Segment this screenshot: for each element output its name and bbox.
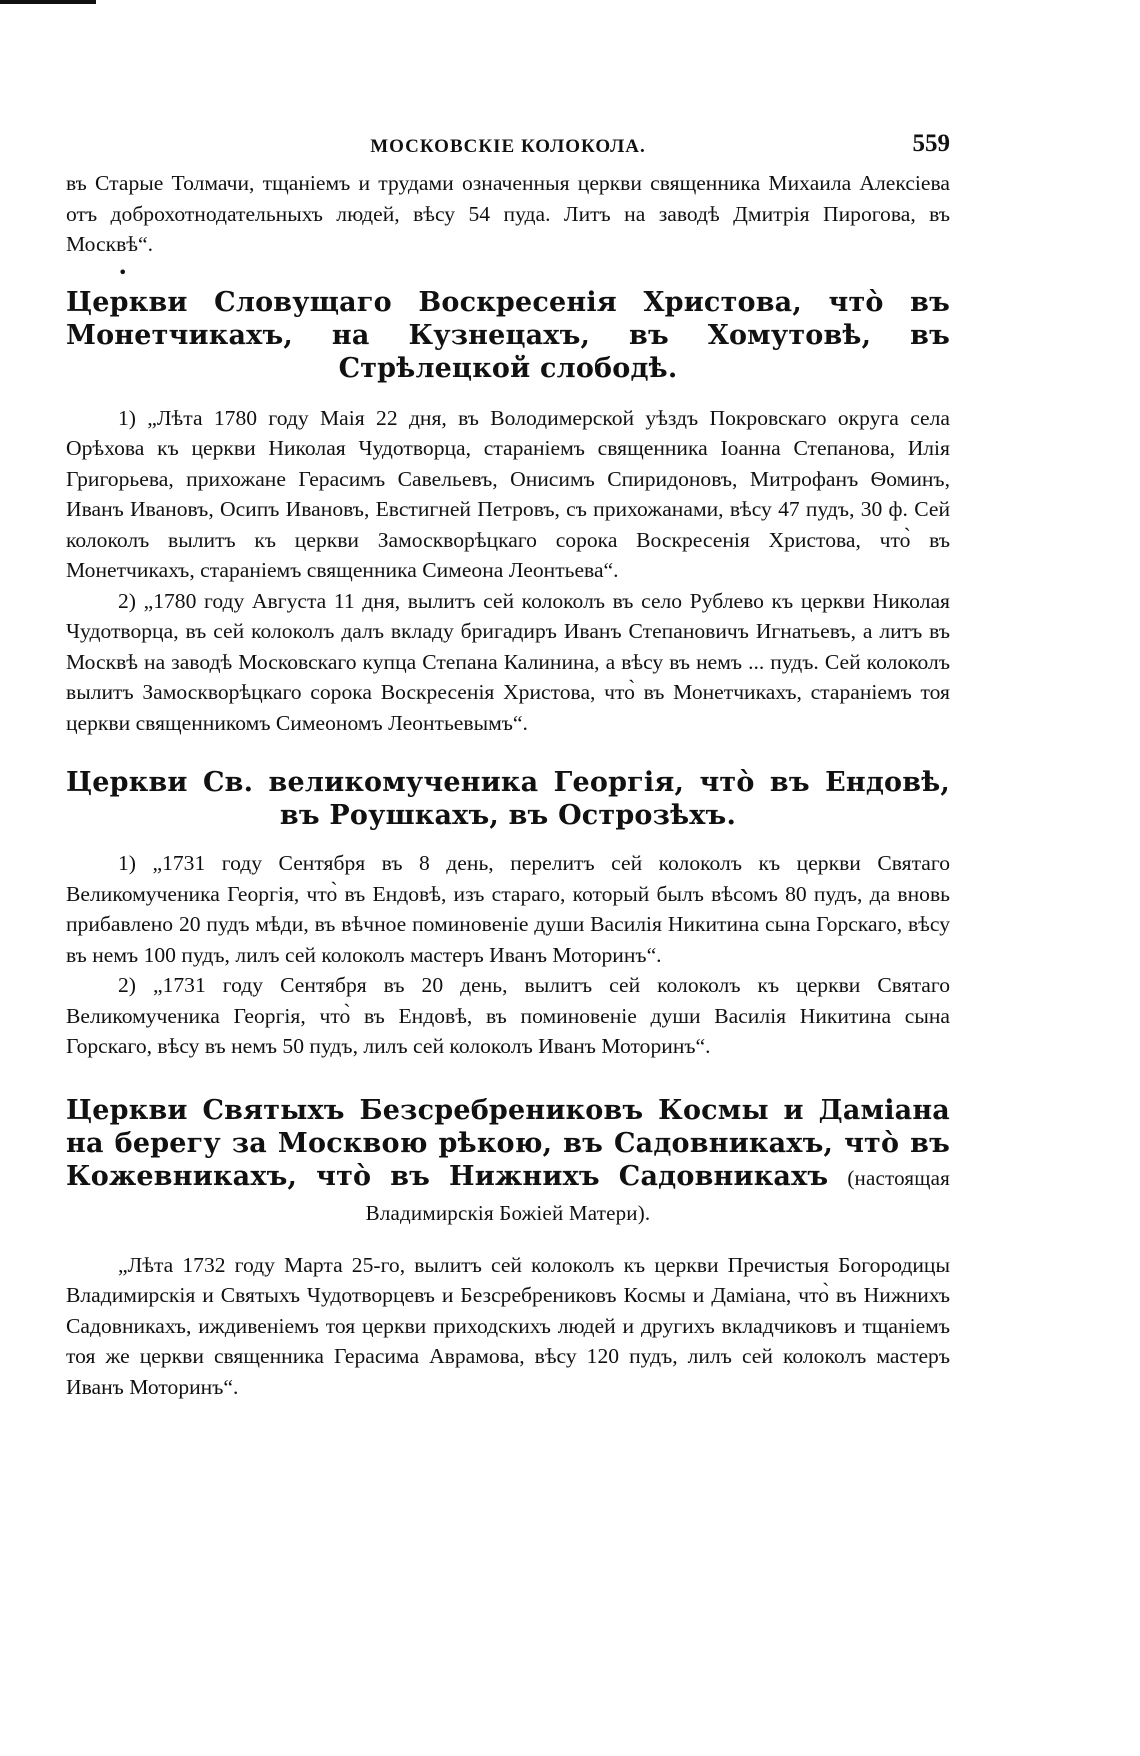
section-2-title: Церкви Св. великомученика Георгія, что̀ въ Ендовѣ, въ Роушкахъ, въ Острозѣхъ. [66, 767, 950, 831]
section-3-title-note: (настоящая Владимирскія Божіей Матери). [365, 1165, 950, 1225]
section-2-paragraph-1: 1) „1731 году Сентября въ 8 день, перелитъ сей колоколъ къ церкви Святаго Великомученика Георгія, что̀ въ Ендовѣ, изъ стараго, который былъ вѣсомъ 80 пудъ, да вновь прибавлено 20 пудъ мѣди, въ вѣчное поминовеніе души Василія Никитина сына Горскаго, вѣсу въ немъ 100 пудъ, лилъ сей колоколъ мастеръ Иванъ Моторинъ“. [66, 851, 950, 967]
stray-dot-mark: • [118, 262, 128, 282]
book-page [66, 128, 950, 1402]
section-1-paragraph-2: 2) „1780 году Августа 11 дня, вылитъ сей колоколъ въ село Рублево къ церкви Николая Чудотворца, въ сей колоколъ далъ вкладу бригадиръ Иванъ Степановичъ Игнатьевъ, а литъ въ Москвѣ на заводѣ Московскаго купца Степана Калинина, а вѣсу въ немъ ... пудъ. Сей колоколъ вылитъ Замоскворѣцкаго сорока Воскресенія Христова, что̀ въ Монетчикахъ, стараніемъ тоя церкви священникомъ Симеономъ Леонтьевымъ“. [66, 588, 950, 735]
running-header [66, 128, 950, 168]
section-2-paragraph-2: 2) „1731 году Сентября въ 20 день, вылитъ сей колоколъ къ церкви Святаго Великомученика Георгія, что̀ въ Ендовѣ, въ поминовеніе души Василія Никитина сына Горскаго, вѣсу въ немъ 50 пудъ, лилъ сей колоколъ Иванъ Моторинъ“. [66, 973, 950, 1058]
scan-artifact [0, 0, 96, 4]
section-3-title [66, 1094, 950, 1230]
section-3-title-text: Церкви Святыхъ Безсребрениковъ Космы и Даміана на берегу за Москвою рѣкою, въ Садовникахъ, что̀ въ Кожевникахъ, что̀ въ Нижнихъ Садовникахъ [66, 1094, 950, 1192]
section-1-title: Церкви Словущаго Воскресенія Христова, что̀ въ Монетчикахъ, на Кузнецахъ, въ Хомутовѣ, въ Стрѣлецкой слободѣ. [66, 286, 950, 384]
section-3-paragraph-1: „Лѣта 1732 году Марта 25-го, вылитъ сей колоколъ къ церкви Пречистыя Богородицы Владимирскія и Святыхъ Чудотворцевъ и Безсребрениковъ Космы и Даміана, что̀ въ Нижнихъ Садовникахъ, иждивеніемъ тоя церкви приходскихъ людей и другихъ вкладчиковъ и тщаніемъ тоя же церкви священника Герасима Аврамова, вѣсу 120 пудъ, лилъ сей колоколъ мастеръ Иванъ Моторинъ“. [66, 1252, 950, 1399]
section-1-paragraph-1: 1) „Лѣта 1780 году Маія 22 дня, въ Володимерской уѣздъ Покровскаго округа села Орѣхова къ церкви Николая Чудотворца, стараніемъ священника Іоанна Степанова, Илія Григорьева, прихожане Герасимъ Савельевъ, Онисимъ Спиридоновъ, Митрофанъ Ѳоминъ, Иванъ Ивановъ, Осипъ Ивановъ, Евстигней Петровъ, съ прихожанами, вѣсу 47 пудъ, 30 ф. Сей колоколъ вылитъ къ церкви Замоскворѣцкаго сорока Воскресенія Христова, что̀ въ Монетчикахъ, стараніемъ священника Симеона Леонтьева“. [66, 405, 950, 582]
running-title: МОСКОВСКІЕ КОЛОКОЛА. [370, 136, 646, 157]
intro-paragraph: въ Старые Толмачи, тщаніемъ и трудами означенныя церкви священника Михаила Алексіева отъ доброхотнодательныхъ людей, вѣсу 54 пуда. Литъ на заводѣ Дмитрія Пирогова, въ Москвѣ“. [66, 171, 950, 256]
page-number: 559 [912, 130, 950, 157]
